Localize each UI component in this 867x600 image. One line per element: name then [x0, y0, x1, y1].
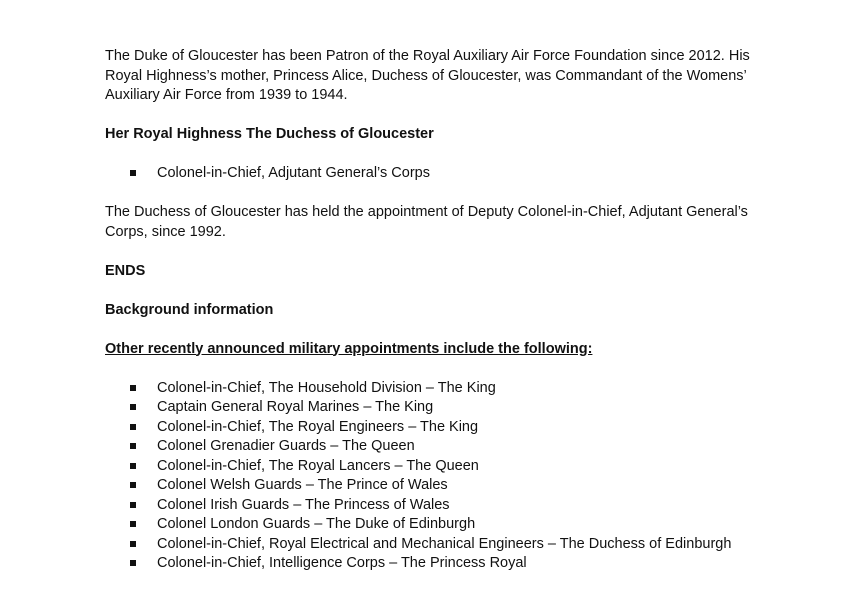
- list-item: [130, 554, 785, 574]
- list-item-text: Colonel-in-Chief, The Royal Lancers – The Queen: [157, 457, 479, 474]
- list-item: [130, 164, 785, 184]
- square-bullet-icon: [130, 502, 136, 508]
- other-appointments-heading: Other recently announced military appointments include the following:: [105, 340, 593, 357]
- ends-marker: ENDS: [105, 262, 146, 279]
- list-item-text: Colonel-in-Chief, Intelligence Corps – The Princess Royal: [157, 555, 527, 571]
- list-item: [130, 457, 785, 477]
- duchess-paragraph: The Duchess of Gloucester has held the appointment of Deputy Colonel-in-Chief, Adjutant General’s Corps, since 1992.: [105, 204, 748, 240]
- appointments-list: [105, 379, 785, 574]
- square-bullet-icon: [130, 424, 136, 430]
- square-bullet-icon: [130, 404, 136, 410]
- square-bullet-icon: [130, 170, 136, 176]
- duchess-heading: Her Royal Highness The Duchess of Gloucester: [105, 126, 434, 142]
- list-item-text: Colonel-in-Chief, The Household Division – The King: [157, 379, 496, 396]
- square-bullet-icon: [130, 521, 136, 527]
- list-item: [130, 379, 785, 399]
- list-item-text: Colonel Grenadier Guards – The Queen: [157, 438, 415, 454]
- square-bullet-icon: [130, 443, 136, 449]
- list-item-text: Captain General Royal Marines – The King: [157, 399, 434, 415]
- list-item: [130, 476, 785, 496]
- square-bullet-icon: [130, 560, 136, 566]
- intro-paragraph: The Duke of Gloucester has been Patron of the Royal Auxiliary Air Force Foundation since 2012. His Royal Highness’s mother, Princess Alice, Duchess of Gloucester, was Commandant of the Womens’ Auxiliary Air Force from 1939 to 1944.: [105, 48, 750, 103]
- square-bullet-icon: [130, 463, 136, 469]
- square-bullet-icon: [130, 385, 136, 391]
- list-item: [130, 535, 785, 555]
- list-item: [130, 437, 785, 457]
- list-item: [130, 398, 785, 418]
- background-heading: Background information: [105, 301, 274, 318]
- duchess-appointments-list: [105, 164, 785, 184]
- list-item-text: Colonel-in-Chief, The Royal Engineers – The King: [157, 418, 479, 435]
- list-item-text: Colonel London Guards – The Duke of Edinburgh: [157, 516, 476, 532]
- list-item-text: Colonel-in-Chief, Royal Electrical and Mechanical Engineers – The Duchess of Edinburgh: [157, 535, 732, 552]
- list-item-text: Colonel-in-Chief, Adjutant General’s Corps: [157, 165, 430, 181]
- square-bullet-icon: [130, 482, 136, 488]
- square-bullet-icon: [130, 541, 136, 547]
- list-item-text: Colonel Irish Guards – The Princess of Wales: [157, 496, 450, 513]
- list-item: [130, 418, 785, 438]
- document-page: [105, 47, 785, 593]
- list-item-text: Colonel Welsh Guards – The Prince of Wales: [157, 477, 448, 493]
- list-item: [130, 515, 785, 535]
- list-item: [130, 496, 785, 516]
